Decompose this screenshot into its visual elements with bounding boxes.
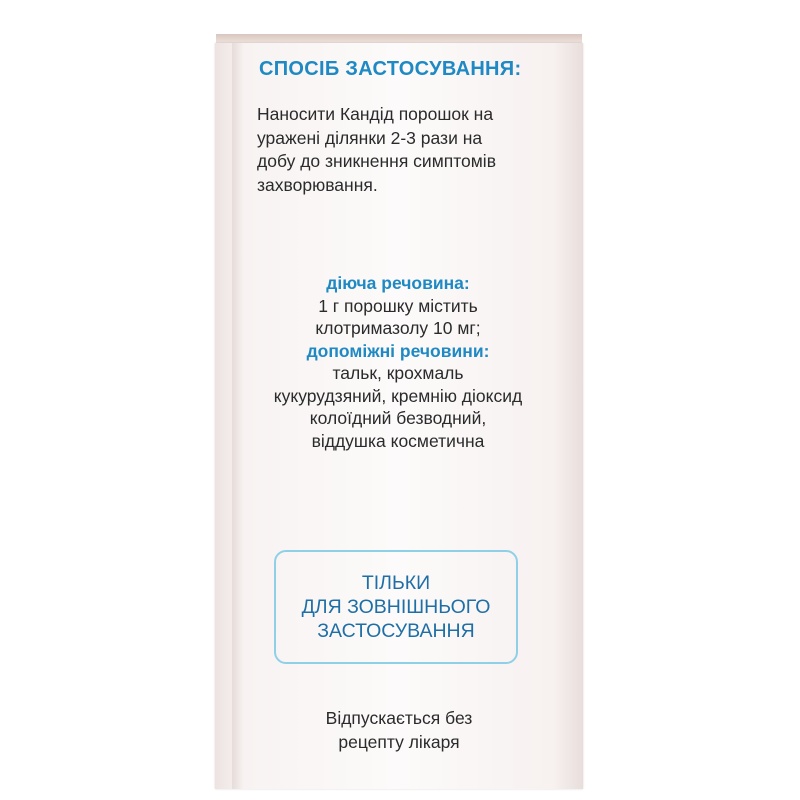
active-substance-label: діюча речовина: (326, 273, 470, 293)
notice-line: ТІЛЬКИ (361, 572, 431, 594)
usage-instructions (257, 103, 567, 197)
usage-line: уражені ділянки 2-3 рази на (257, 127, 483, 148)
notice-line: ДЛЯ ЗОВНІШНЬОГО (301, 596, 491, 618)
usage-line: Наносити Кандід порошок на (257, 104, 494, 124)
dispensing-line: рецепту лікаря (338, 732, 460, 752)
excipients-line: тальк, крохмаль (332, 363, 464, 383)
active-substance-line: 1 г порошку містить (318, 295, 478, 316)
composition-block (230, 272, 566, 452)
usage-line: добу до зникнення симптомів (257, 151, 496, 171)
excipients-line: кукурудзяний, кремнію діоксид (273, 385, 523, 406)
active-substance-line: клотримазолу 10 мг; (315, 318, 481, 338)
excipients-line: віддушка косметична (311, 430, 485, 451)
usage-heading: СПОСІБ ЗАСТОСУВАННЯ: (259, 58, 522, 80)
external-use-notice (274, 571, 518, 643)
dispensing-note (240, 706, 558, 754)
notice-line: ЗАСТОСУВАННЯ (317, 620, 475, 642)
excipients-line: колоїдний безводний, (309, 408, 487, 428)
dispensing-line: Відпускається без (325, 708, 473, 728)
usage-line: захворювання. (257, 174, 378, 195)
excipients-label: допоміжні речовини: (306, 340, 490, 361)
